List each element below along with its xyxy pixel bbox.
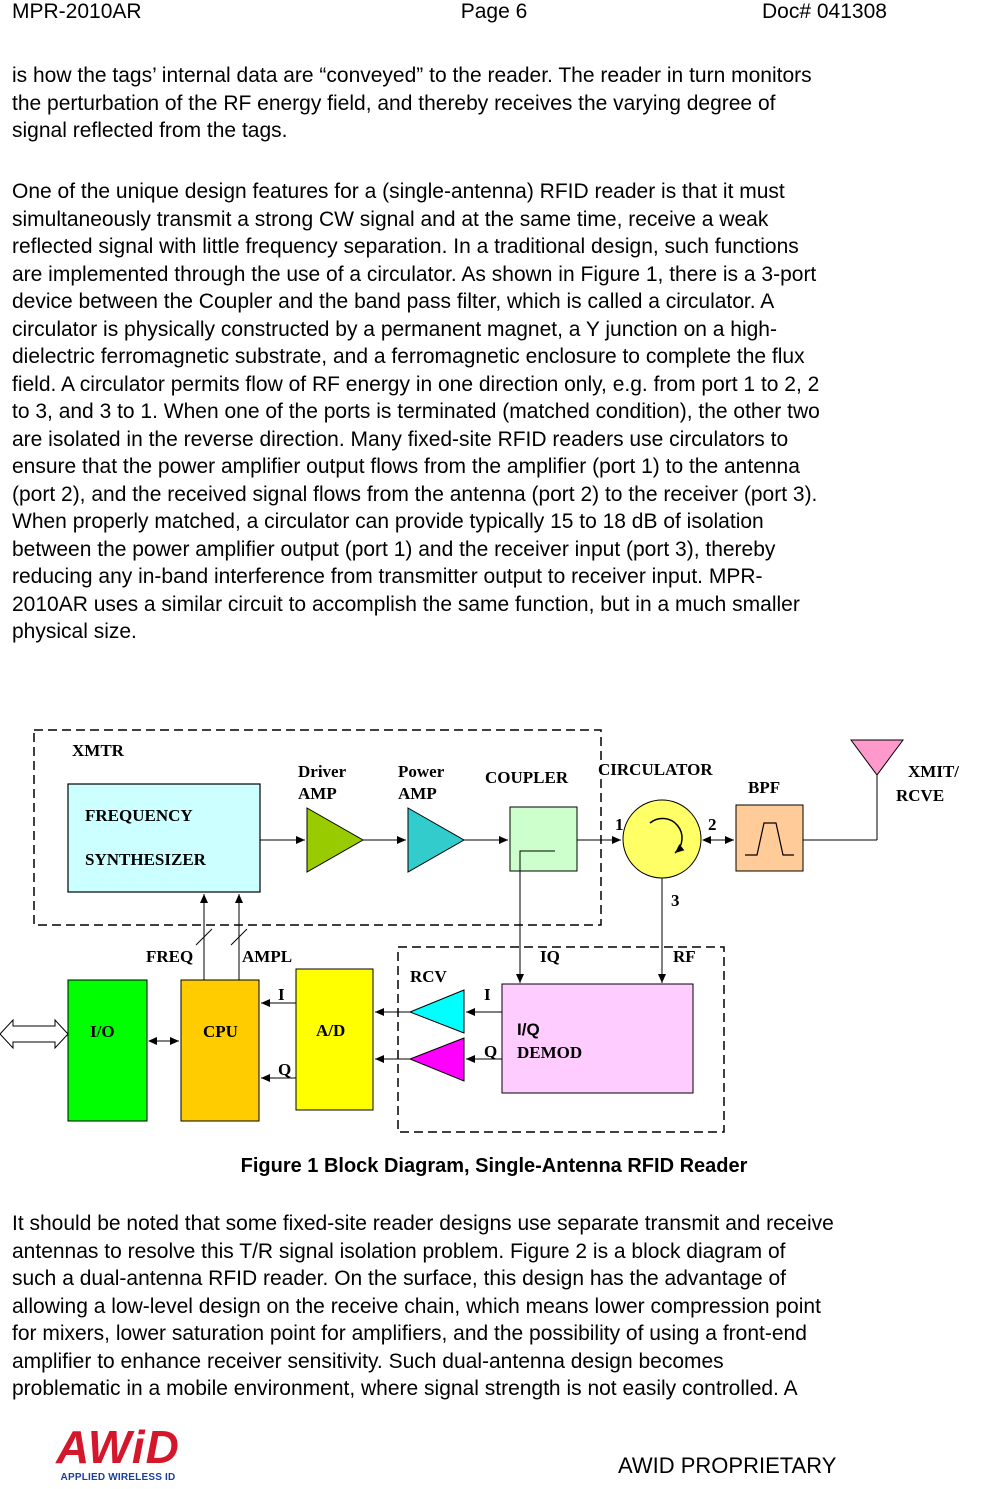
ad-label: A/D [316, 1021, 346, 1040]
xmtr-label: XMTR [72, 741, 124, 760]
rcv-label: RCV [410, 967, 447, 986]
circulator-port-3: 3 [671, 891, 680, 910]
driver-amp-triangle [307, 808, 363, 872]
external-bus-arrow-icon [0, 1020, 68, 1048]
frequency-synthesizer-block [68, 784, 260, 892]
demod-label-line1: I/Q [517, 1020, 540, 1039]
awid-logo [48, 1422, 188, 1488]
power-amp-label-line2: AMP [398, 784, 437, 803]
ad-i-label: I [278, 985, 285, 1004]
header-doc-number: Doc# 041308 [762, 0, 887, 23]
power-amp-label-line1: Power [398, 762, 445, 781]
driver-amp-label-line1: Driver [298, 762, 347, 781]
antenna-label-line2: RCVE [896, 786, 945, 805]
freq-synth-label-line2: SYNTHESIZER [85, 850, 206, 869]
antenna-label-line1: XMIT/ [908, 762, 959, 781]
header-page-number: Page 6 [460, 0, 528, 23]
iq-label: IQ [540, 947, 560, 966]
freq-label: FREQ [146, 947, 194, 966]
rcv-q-amp-triangle [410, 1038, 464, 1081]
header-doc-model: MPR-2010AR [12, 0, 142, 23]
rf-label: RF [673, 947, 696, 966]
amp-i-label: I [484, 985, 491, 1004]
block-diagram [0, 720, 988, 1140]
body-paragraph-1: is how the tags’ internal data are “conveyed” to the reader. The reader in turn monitors the perturbation of the RF energy field, and thereby receives the varying degree of signal reflected from the tags. [12, 64, 812, 142]
logo-wordmark: AWiD [56, 1421, 180, 1473]
power-amp-triangle [408, 808, 464, 872]
antenna-icon [851, 740, 903, 775]
driver-amp-label-line2: AMP [298, 784, 337, 803]
rcv-i-amp-triangle [410, 990, 464, 1033]
ad-q-label: Q [278, 1060, 292, 1079]
footer-proprietary: AWID PROPRIETARY [618, 1453, 837, 1478]
io-block [68, 980, 147, 1121]
ampl-label: AMPL [242, 947, 293, 966]
circulator-circle [623, 800, 701, 878]
logo-tagline: APPLIED WIRELESS ID [60, 1472, 176, 1483]
figure-caption: Figure 1 Block Diagram, Single-Antenna RFID Reader [240, 1155, 748, 1177]
circulator-label: CIRCULATOR [598, 760, 713, 779]
bpf-label: BPF [748, 778, 781, 797]
circulator-port-2: 2 [708, 815, 717, 834]
coupler-label: COUPLER [485, 768, 569, 787]
amp-q-label: Q [484, 1042, 498, 1061]
io-label: I/O [90, 1022, 115, 1041]
bpf-block [736, 805, 803, 871]
cpu-block [181, 980, 259, 1121]
cpu-label: CPU [203, 1022, 238, 1041]
freq-synth-label-line1: FREQUENCY [85, 806, 193, 825]
body-paragraph-3: It should be noted that some fixed-site reader designs use separate transmit and receive antennas to resolve this T/R signal isolation problem. Figure 2 is a block diagram of such a dual-antenna RFID reader. On the surface, this design has the advantage of allowing a low-level design on the receive chain, which means lower compression point for mixers, lower saturation point for amplifiers, and the possibility of using a front-end amplifier to enhance receiver sensitivity. Such dual-antenna design becomes problematic in a mobile environment, where signal strength is not easily controlled. A [12, 1212, 834, 1400]
demod-label-line2: DEMOD [517, 1043, 583, 1062]
circulator-port-1: 1 [615, 815, 624, 834]
body-paragraph-2: One of the unique design features for a (single-antenna) RFID reader is that it must simultaneously transmit a strong CW signal and at the same time, receive a weak reflected signal with little frequency separation. In a traditional design, such functions are implemented through the use of a circulator. As shown in Figure 1, there is a 3-port device between the Coupler and the band pass filter, which is called a circulator. A circulator is physically constructed by a permanent magnet, a Y junction on a high- dielectric ferromagnetic substrate, and a ferromagnetic enclosure to complete the flux field. A circulator permits flow of RF energy in one direction only, e.g. from port 1 to 2, 2 to 3, and 3 to 1. When one of the ports is terminated (matched condition), the other two are isolated in the reverse direction. Many fixed-site RFID readers use circulators to ensure that the power amplifier output flows from the amplifier (port 1) to the antenna (port 2), and the received signal flows from the antenna (port 2) to the receiver (port 3). When properly matched, a circulator can provide typically 15 to 18 dB of isolation between the power amplifier output (port 1) and the receiver input (port 3), thereby reducing any in-band interference from transmitter output to receiver input. MPR- 2010AR uses a similar circuit to accomplish the same function, but in a much smaller physical size. [12, 180, 820, 643]
